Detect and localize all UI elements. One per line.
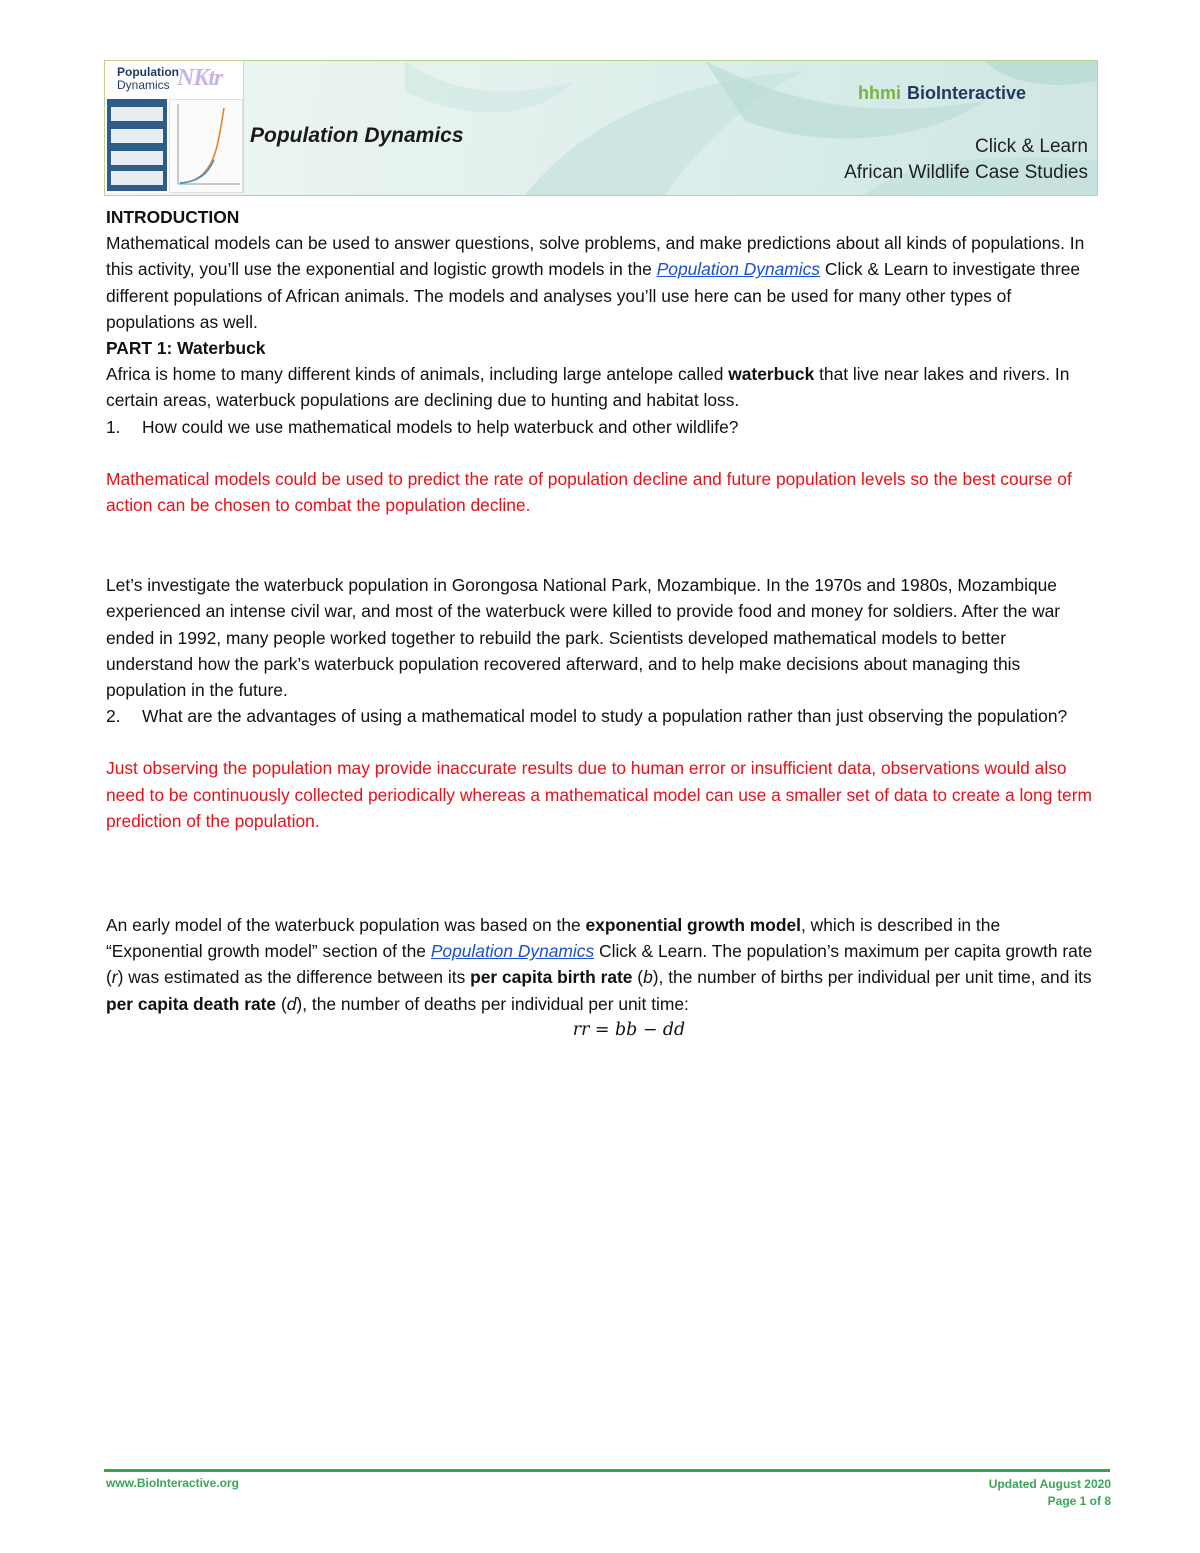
- gorongosa-paragraph: Let’s investigate the waterbuck population in Gorongosa National Park, Mozambique. In the 1970s and 1980s, Mozambique experienced an intense civil war, and most of the waterbuck were killed to provide food and money for soldiers. After the war ended in 1992, many people worked together to rebuild the park. Scientists developed mathematical models to better understand how the park’s waterbuck population recovered afterward, and to help make decisions about managing this population in the future.: [106, 575, 1061, 701]
- answer-2: Just observing the population may provide inaccurate results due to human error or insufficient data, observations would also need to be continuously collected periodically whereas a mathematical model can use a smaller set of data to create a long term prediction of the population.: [106, 758, 1093, 831]
- exponential-model-paragraph: An early model of the waterbuck population was based on the exponential growth model, which is described in the “Exponential growth model” section of the Population Dynamics Click & Learn. The population’s maximum per capita growth rate (r) was estimated as the difference between its per capita birth rate (b), the number of births per individual per unit time, and its per capita death rate (d), the number of deaths per individual per unit time:: [106, 915, 1093, 1014]
- population-dynamics-link-2[interactable]: Population Dynamics: [430, 941, 595, 962]
- biointeractive-brand: [858, 83, 1026, 104]
- thumbnail-growth-chart: [169, 99, 243, 193]
- click-and-learn-thumbnail: [105, 61, 244, 193]
- banner-title: Population Dynamics: [250, 124, 464, 147]
- thumbnail-watermark: NKtr: [177, 65, 223, 91]
- brand-name: BioInteractive: [907, 83, 1027, 103]
- footer-divider: [104, 1469, 1110, 1472]
- footer-meta: [989, 1476, 1111, 1510]
- intro-heading: INTRODUCTION: [106, 207, 240, 227]
- footer-updated: Updated August 2020: [988, 1477, 1111, 1491]
- subtitle-click-learn: Click & Learn: [975, 136, 1088, 157]
- thumbnail-title-line2: Dynamics: [117, 78, 170, 92]
- intro-paragraph: Mathematical models can be used to answer questions, solve problems, and make predictions about all kinds of populations. In this activity, you’ll use the exponential and logistic growth models in the Population Dynamics Click & Learn to investigate three different populations of African animals. The models and analyses you’ll use here can be used for many other types of populations as well.: [106, 233, 1085, 332]
- question-2-number: 2.: [106, 706, 121, 727]
- subtitle-case-studies: African Wildlife Case Studies: [844, 162, 1088, 183]
- question-2-text: What are the advantages of using a mathematical model to study a population rather than just observing the population?: [142, 706, 1068, 727]
- thumbnail-control-panel: [107, 99, 167, 191]
- document-body: [106, 204, 1096, 1043]
- part1-heading: PART 1: Waterbuck: [106, 338, 266, 359]
- population-dynamics-link[interactable]: Population Dynamics: [656, 259, 821, 280]
- question-1: [106, 414, 1096, 440]
- thumbnail-title-line1: Population: [117, 65, 179, 79]
- growth-rate-formula: 𝑟𝑟 = 𝑏𝑏 − 𝑑𝑑: [572, 1019, 686, 1040]
- part1-paragraph: Africa is home to many different kinds of animals, including large antelope called waterbuck that live near lakes and rivers. In certain areas, waterbuck populations are declining due to hunting and habitat loss.: [106, 364, 1070, 411]
- footer-website: www.BioInteractive.org: [106, 1476, 239, 1490]
- footer-page-number: Page 1 of 8: [1047, 1494, 1111, 1508]
- question-1-text: How could we use mathematical models to help waterbuck and other wildlife?: [142, 416, 739, 437]
- answer-1: Mathematical models could be used to predict the rate of population decline and future population levels so the best course of action can be chosen to combat the population decline.: [106, 468, 1072, 516]
- question-1-number: 1.: [106, 416, 121, 437]
- brand-hhmi: hhmi: [858, 83, 901, 103]
- question-2: [106, 703, 1096, 729]
